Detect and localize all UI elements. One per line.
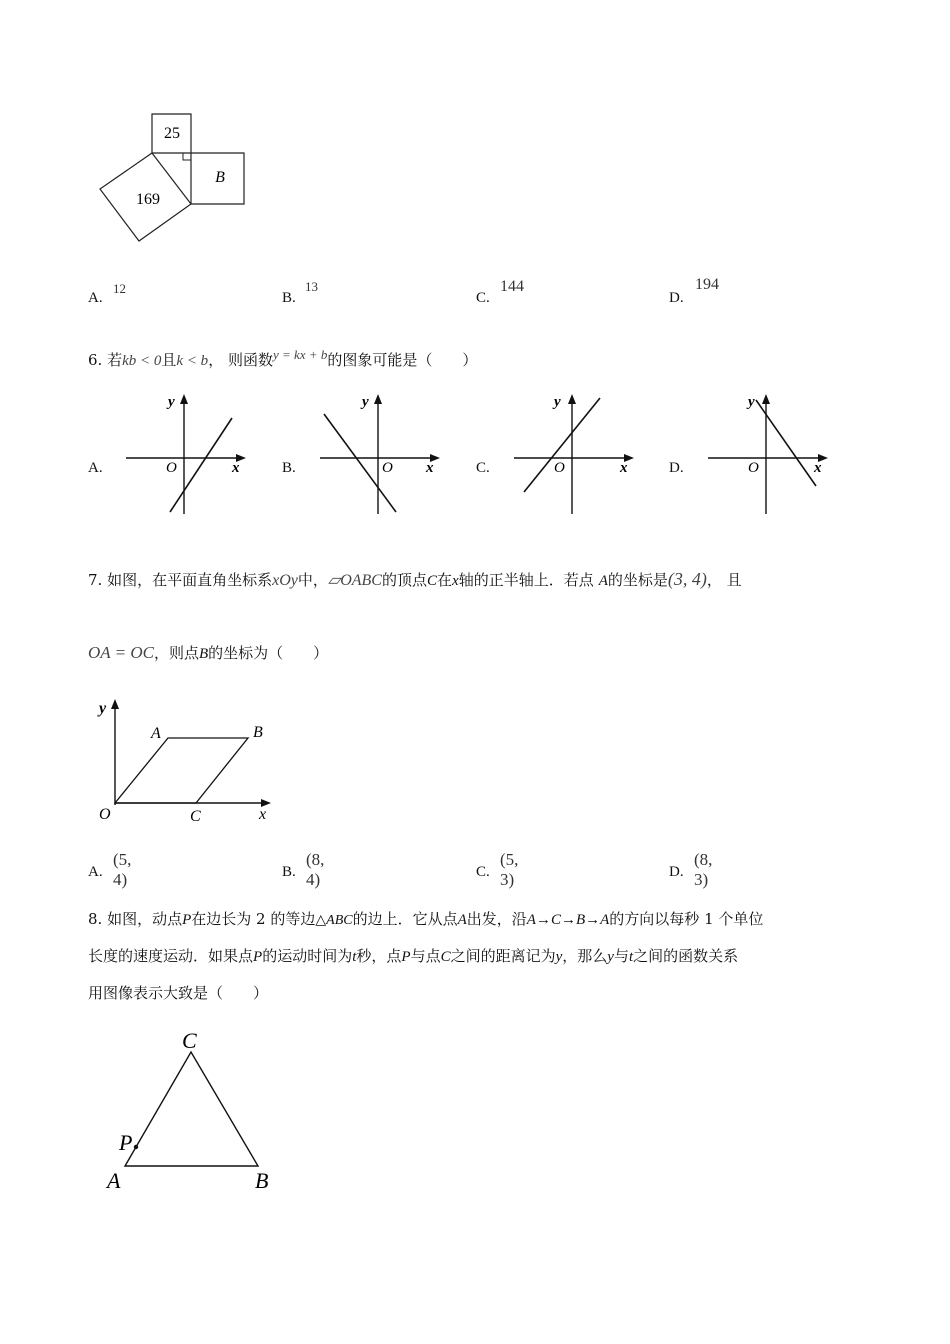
q8-l2-y: y xyxy=(555,949,563,965)
q8-l2-text-d: 与点 xyxy=(410,947,441,965)
b-label: B xyxy=(253,724,263,741)
q8-stem-line2 xyxy=(88,946,738,967)
q7-math-parallelogram: ▱OABC xyxy=(327,572,382,589)
q5-option-b-letter: B. xyxy=(282,290,296,306)
q7-text-1: 如图，在平面直角坐标系 xyxy=(107,571,273,589)
q7-option-b-letter: B. xyxy=(282,864,296,880)
q8-l1-text-e: 的方向以每秒 1 个单位 xyxy=(609,910,764,928)
q8-number: 8. xyxy=(88,910,103,928)
q8-l2-p: P xyxy=(253,949,263,965)
q6-graph-c xyxy=(508,390,638,518)
q6-graph-d xyxy=(702,390,832,518)
x-label: x xyxy=(232,460,240,476)
q7-number: 7. xyxy=(88,571,103,589)
q8-l1-text-d: 出发，沿 xyxy=(466,910,527,928)
q7-line2-text-2: 的坐标为（ ） xyxy=(208,644,329,662)
q8-l1-text-c: 的边上．它从点 xyxy=(352,910,458,928)
q8-l2-text-h: 之间的函数关系 xyxy=(633,947,739,965)
function-line xyxy=(170,418,232,512)
b-label: B xyxy=(255,1168,269,1193)
q8-l2-text-a: 长度的速度运动．如果点 xyxy=(88,947,254,965)
q8-l2-t: t xyxy=(352,949,357,965)
q8-l2-text-f: ，那么 xyxy=(562,947,608,965)
origin-label: O xyxy=(748,460,759,476)
q7-text-3: 的顶点 xyxy=(381,571,427,589)
q7-option-a-value: (5, 4) xyxy=(113,850,132,889)
q5-option-b-value: 13 xyxy=(305,279,318,294)
q6-math-kb: kb < 0 xyxy=(122,353,162,369)
q5-right-angle-mark xyxy=(183,153,191,160)
q5-label-25: 25 xyxy=(164,125,180,142)
y-label: y xyxy=(554,394,561,410)
q8-l2-c: C xyxy=(440,949,451,965)
q7-math-a: A xyxy=(598,573,608,589)
x-label: x xyxy=(620,460,628,476)
q6-text-3: ， 则函数 xyxy=(208,351,273,369)
q8-l3-text: 用图像表示大致是（ ） xyxy=(88,984,269,1002)
q8-l1-triangle: △ABC xyxy=(315,913,353,928)
q7-option-a-letter: A. xyxy=(88,864,103,880)
q5-squares-figure xyxy=(95,108,255,248)
y-axis-arrow xyxy=(180,394,188,404)
function-line xyxy=(756,400,816,486)
q8-l1-text-a: 如图，动点 xyxy=(107,910,183,928)
p-label: P xyxy=(119,1130,133,1155)
q7-math-c: C xyxy=(426,573,437,589)
q6-text-1: 若 xyxy=(107,351,123,369)
q6-number: 6. xyxy=(88,351,103,369)
q7-text-7: ， 且 xyxy=(706,571,742,589)
q8-l1-a: A xyxy=(457,912,467,928)
q7-option-c-value: (5, 3) xyxy=(500,850,519,889)
q5-option-c-value: 144 xyxy=(500,278,524,295)
q7-line2-text: ，则点 xyxy=(153,644,199,662)
q8-l2-text-c: 秒，点 xyxy=(356,947,402,965)
q7-option-b-value: (8, 4) xyxy=(306,850,325,889)
y-label: y xyxy=(168,394,175,410)
q6-text-4: 的图象可能是（ ） xyxy=(327,351,478,369)
q8-triangle-figure xyxy=(100,1022,290,1197)
q7-math-x: x xyxy=(452,573,459,589)
q8-stem-line1 xyxy=(88,909,763,931)
q5-label-169: 169 xyxy=(136,191,160,208)
triangle-abc xyxy=(125,1052,258,1166)
q7-math-xoy: xOy xyxy=(272,572,298,589)
y-label: y xyxy=(362,394,369,410)
y-axis-arrow xyxy=(762,394,770,404)
q7-stem-line1 xyxy=(88,569,742,591)
q8-l2-text-b: 的运动时间为 xyxy=(262,947,353,965)
a-label: A xyxy=(107,1168,121,1193)
q6-graph-b xyxy=(314,390,444,518)
x-label: x xyxy=(259,806,267,823)
q8-l2-y2: y xyxy=(607,949,614,965)
q6-text-2: 且 xyxy=(161,351,177,369)
y-axis-arrow xyxy=(374,394,382,404)
q5-option-c-letter: C. xyxy=(476,290,490,306)
q8-l2-text-e: 之间的距离记为 xyxy=(450,947,556,965)
q8-l2-t2: t xyxy=(628,949,634,965)
a-label: A xyxy=(151,725,161,742)
q7-text-4: 在 xyxy=(437,571,453,589)
q6-stem xyxy=(88,347,478,371)
c-label: C xyxy=(190,808,201,825)
q6-option-c-letter: C. xyxy=(476,460,490,476)
q8-l2-p2: P xyxy=(401,949,411,965)
q6-math-k-lt-b: k < b xyxy=(176,353,209,369)
y-label: y xyxy=(99,700,107,717)
y-axis-arrow xyxy=(568,394,576,404)
origin-label: O xyxy=(382,460,393,476)
x-label: x xyxy=(814,460,822,476)
q7-text-6: 的坐标是 xyxy=(607,571,668,589)
q7-line2-b: B xyxy=(198,646,209,662)
origin-label: O xyxy=(554,460,565,476)
q7-math-coord: (3, 4) xyxy=(667,569,707,589)
point-p xyxy=(134,1145,138,1149)
q7-option-c-letter: C. xyxy=(476,864,490,880)
q5-option-d-letter: D. xyxy=(669,290,684,306)
q7-stem-line2 xyxy=(88,643,328,664)
q7-text-2: 中， xyxy=(297,571,328,589)
q5-option-a-letter: A. xyxy=(88,290,103,306)
y-axis-arrow xyxy=(111,699,119,709)
q8-l1-text-b: 在边长为 2 的等边 xyxy=(191,910,316,928)
q6-option-a-letter: A. xyxy=(88,460,103,476)
q7-option-d-value: (8, 3) xyxy=(694,850,713,889)
q5-option-a-value: 12 xyxy=(113,281,126,296)
q6-option-b-letter: B. xyxy=(282,460,296,476)
q8-l1-p: P xyxy=(182,912,192,928)
q5-option-d-value: 194 xyxy=(695,276,719,293)
function-line xyxy=(524,398,600,492)
q7-math-oa-oc: OA = OC xyxy=(88,643,154,662)
origin-label: O xyxy=(166,460,177,476)
q8-stem-line3 xyxy=(88,983,268,1003)
q5-label-b: B xyxy=(215,169,225,186)
q6-math-function: y = kx + b xyxy=(272,347,328,362)
y-label: y xyxy=(748,394,755,410)
q6-graph-a xyxy=(120,390,250,518)
q8-l1-path: A→C→B→A xyxy=(526,912,610,928)
o-label: O xyxy=(99,806,111,823)
parallelogram-oabc xyxy=(115,738,248,803)
c-label: C xyxy=(182,1028,197,1053)
q8-l2-text-g: 与 xyxy=(613,947,629,965)
q7-text-5: 轴的正半轴上．若点 xyxy=(458,571,594,589)
q7-option-d-letter: D. xyxy=(669,864,684,880)
q7-parallelogram-figure xyxy=(95,695,285,827)
q6-option-d-letter: D. xyxy=(669,460,684,476)
x-label: x xyxy=(426,460,434,476)
